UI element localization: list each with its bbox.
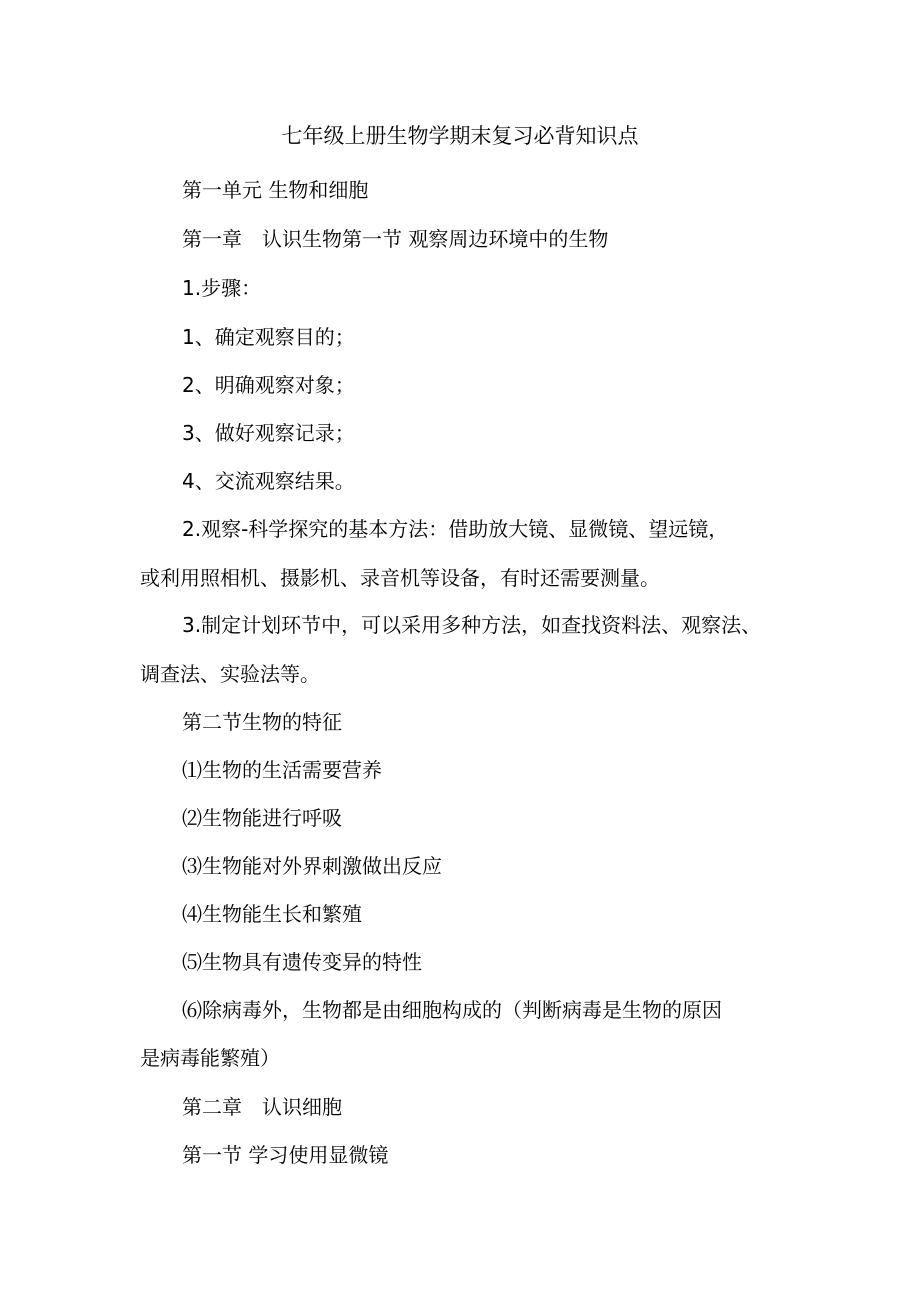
steps-heading: 1.步骤： bbox=[182, 276, 262, 300]
feature-item: ⑴生物的生活需要营养 bbox=[182, 758, 382, 782]
feature-item: ⑶生物能对外界刺激做出反应 bbox=[182, 854, 442, 878]
step-item: 1、确定观察目的； bbox=[182, 325, 355, 349]
step-item: 3、做好观察记录； bbox=[182, 421, 355, 445]
paragraph-line: 是病毒能繁殖） bbox=[140, 1046, 280, 1070]
step-item: 4、交流观察结果。 bbox=[182, 469, 355, 493]
feature-item: ⑹除病毒外，生物都是由细胞构成的（判断病毒是生物的原因 bbox=[182, 998, 722, 1022]
chapter-heading: 第二章 认识细胞 bbox=[182, 1095, 342, 1119]
feature-item: ⑸生物具有遗传变异的特性 bbox=[182, 950, 422, 974]
step-item: 2、明确观察对象； bbox=[182, 373, 355, 397]
section-heading: 第一节 学习使用显微镜 bbox=[182, 1143, 389, 1167]
feature-item: ⑷生物能生长和繁殖 bbox=[182, 902, 362, 926]
feature-item: ⑵生物能进行呼吸 bbox=[182, 806, 342, 830]
chapter-section-heading: 第一章 认识生物第一节 观察周边环境中的生物 bbox=[182, 227, 609, 251]
paragraph-line: 3.制定计划环节中，可以采用多种方法，如查找资料法、观察法、 bbox=[182, 613, 762, 637]
paragraph-line: 调查法、实验法等。 bbox=[140, 662, 320, 686]
paragraph-line: 2.观察-科学探究的基本方法：借助放大镜、显微镜、望远镜， bbox=[182, 517, 729, 541]
paragraph-line: 或利用照相机、摄影机、录音机等设备，有时还需要测量。 bbox=[140, 566, 660, 590]
section-heading: 第二节生物的特征 bbox=[182, 710, 342, 734]
document-title: 七年级上册生物学期末复习必背知识点 bbox=[281, 124, 639, 148]
unit-heading: 第一单元 生物和细胞 bbox=[182, 178, 369, 202]
